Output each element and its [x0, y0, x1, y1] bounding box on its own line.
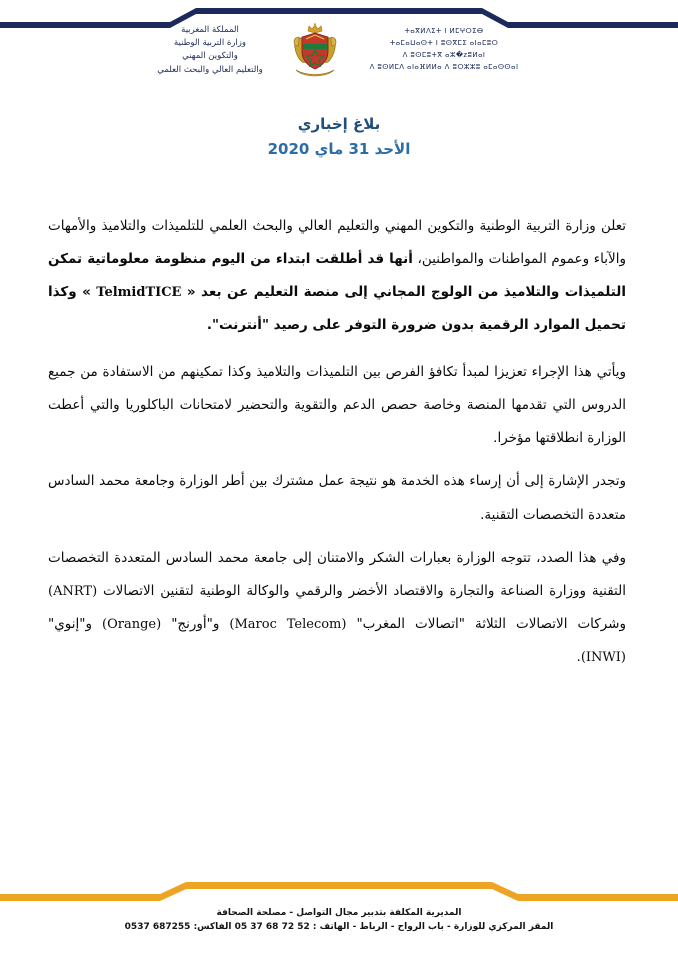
telmidtice-brand: TelmidTICE [96, 285, 182, 301]
paragraph-4 [48, 542, 626, 674]
document-footer [0, 906, 678, 936]
ministry-name-tif-line-4: ⴷ ⵓⵙⵍⵎⴷ ⴰⵏⴰⴼⵍⵍⴰ ⴷ ⵓⵔⵣⵣⵓ ⴰⵎⴰⵙⵙⴰⵏ [369, 62, 519, 71]
morocco-coat-of-arms-icon [288, 22, 342, 84]
paragraph-4-part-a: وفي هذا الصدد، تتوجه الوزارة بعبارات الشكر والامتنان إلى جامعة محمد السادس المتعددة التخصصات التقنية ووزارة الصناعة والتجارة والاقتصاد الأخضر والرقمي والوكالة الوطنية لتقنين الاتصالات [48, 549, 626, 599]
anrt-acronym: (ANRT) [48, 583, 98, 599]
ministry-name-ar-line-2: وزارة التربية الوطنية [173, 38, 247, 49]
ministry-name-tif-line-3: ⴷ ⵓⵙⵎⵓⵜⴳ ⴰⵣ�zⵓⵍⴰⵏ [402, 50, 486, 59]
ministry-name-tif-line-2: ⵜⴰⵎⴰⵡⴰⵙⵜ ⵏ ⵓⵙⴳⵎⵉ ⴰⵏⴰⵎⵓⵔ [389, 38, 499, 47]
inwi-name: (INWI) [580, 649, 626, 665]
page-title: بلاغ إخباري [297, 115, 381, 133]
ministry-name-tifinagh [354, 22, 534, 74]
bottom-decorative-band [0, 878, 678, 908]
footer-address: المقر المركزي للوزارة - باب الرواح - الرباط - الهاتف : [309, 922, 554, 933]
title-block [0, 112, 678, 162]
ministry-name-ar-line-1: المملكة المغربية [181, 25, 239, 35]
ministry-name-tif-line-1: ⵜⴰⴳⵍⴷⵉⵜ ⵏ ⵍⵎⵖⵔⵉⴱ [404, 27, 484, 35]
paragraph-2: ويأتي هذا الإجراء تعزيزا لمبدأ تكافؤ الفرص بين التلميذات والتلاميذ وكذا تمكينهم من الاستفادة من جميع الدروس التي تقدمها المنصة وخاصة حصص الدعم والتقوية والتحضير لامتحانات الباكلوريا والتي أعطت الوزارة انطلاقتها مؤخرا. [48, 364, 626, 447]
paragraph-4-part-b: وشركات الاتصالات الثلاثة "اتصالات المغرب" [346, 615, 626, 632]
paragraph-4-part-e: . [576, 648, 581, 665]
ministry-name-ar-line-4: والتعليم العالي والبحث العلمي [157, 64, 263, 75]
paragraph-4-part-c: و"أورنج" [161, 615, 230, 632]
document-body [48, 210, 626, 684]
orange-name: (Orange) [102, 616, 162, 632]
paragraph-1-bold-start: أنها قد أطلقت ابتداء من اليوم منظومة معلوماتية تمكن التلميذات والتلاميذ من الولوج المجاني إلى منصة التعليم عن بعد « [48, 251, 626, 301]
paragraph-1-lead: تعلن وزارة التربية الوطنية والتكوين المهني والتعليم العالي والبحث العلمي للتلميذات والتلاميذ والأمهات والآباء وعموم المواطنات والمواطنين، [48, 218, 626, 268]
footer-contact [0, 920, 678, 935]
paragraph-1 [48, 210, 626, 342]
footer-phone: 05 37 68 72 52 [234, 922, 310, 933]
paragraph-4-part-d: و"إنوي" [48, 615, 103, 632]
publication-date: الأحد 31 ماي 2020 [267, 140, 411, 158]
ministry-name-arabic [144, 22, 276, 77]
paragraph-1-bold-end: » وكذا تحميل الموارد الرقمية بدون ضرورة التوفر على رصيد "أنترنت". [48, 284, 626, 334]
footer-department: المديرية المكلفة بتدبير مجال التواصل - مصلحة الصحافة [216, 908, 462, 918]
footer-fax-label: الفاكس: [190, 922, 235, 933]
paragraph-3: وتجدر الإشارة إلى أن إرساء هذه الخدمة هو نتيجة عمل مشترك بين أطر الوزارة وجامعة محمد السادس متعددة التخصصات التقنية. [48, 473, 626, 523]
ministry-name-ar-line-3: والتكوين المهني [182, 51, 238, 62]
footer-fax: 0537 687255 [124, 922, 191, 933]
document-header [0, 22, 678, 94]
maroc-telecom-name: (Maroc Telecom) [229, 616, 347, 632]
